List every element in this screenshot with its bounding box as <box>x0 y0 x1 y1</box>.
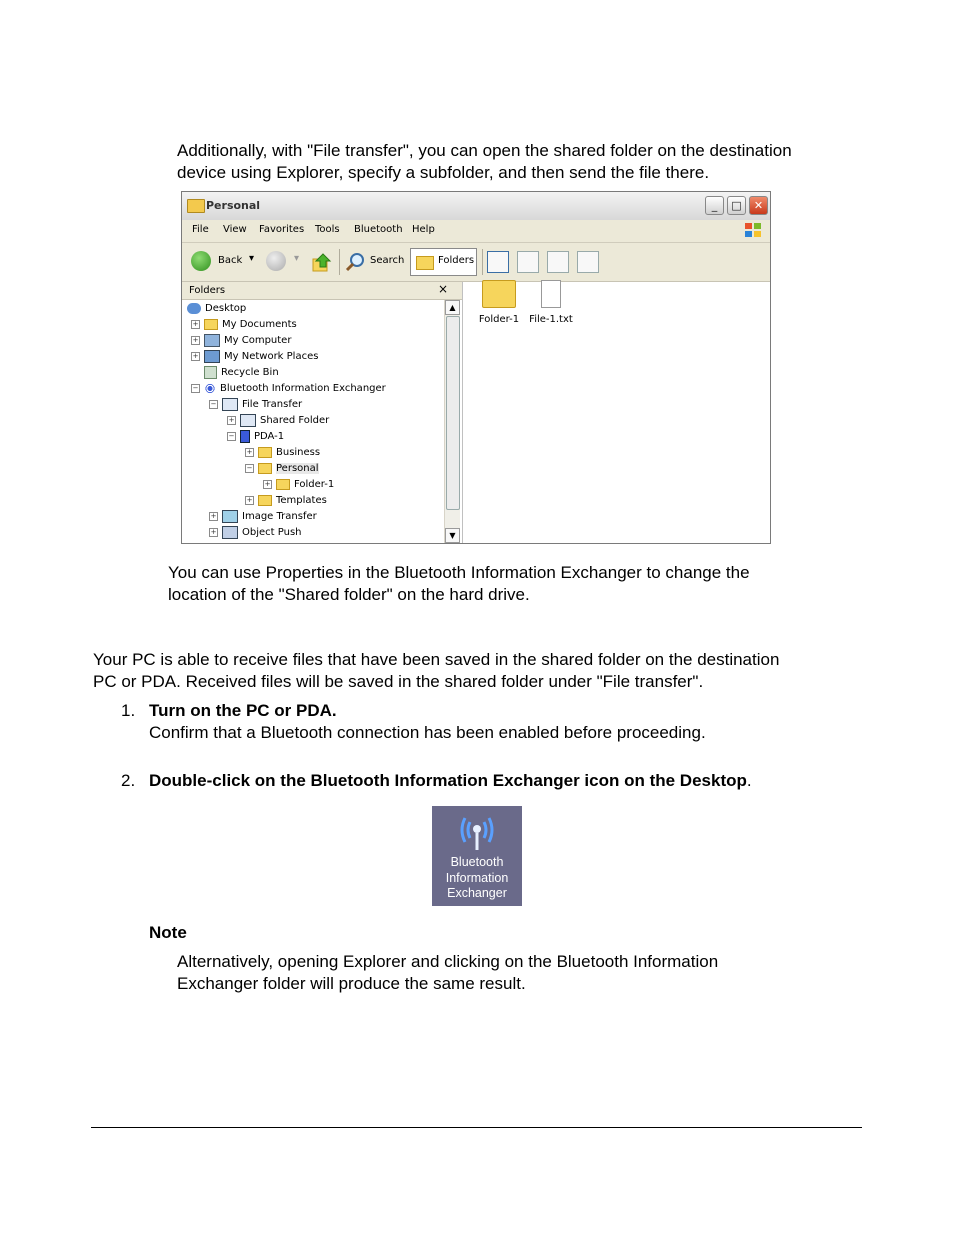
back-button[interactable]: Back <box>218 255 243 266</box>
menu-tools[interactable]: Tools <box>315 224 340 235</box>
desktop-icon-label <box>432 855 522 902</box>
folder-icon <box>258 495 272 506</box>
menu-file[interactable]: File <box>192 224 209 235</box>
folder-icon <box>482 280 516 308</box>
title-bar[interactable] <box>182 192 770 221</box>
properties-note-line-1: You can use Properties in the Bluetooth Information Exchanger to change the <box>168 563 750 582</box>
step-2-title-suffix: . <box>746 771 752 790</box>
text-file-icon <box>541 280 561 308</box>
tree-item-pda-1[interactable] <box>227 429 284 444</box>
tree-item-label: Recycle Bin <box>221 367 279 378</box>
tree-item-recycle-bin[interactable] <box>204 365 279 380</box>
step-1-number: 1. <box>121 701 136 720</box>
tree-item-label: Templates <box>276 495 327 506</box>
intro-text-line-2: device using Explorer, specify a subfolder, and then send the file there. <box>177 163 710 182</box>
file-transfer-icon <box>222 398 238 411</box>
folders-pane <box>182 282 463 543</box>
folders-scrollbar[interactable] <box>444 300 460 543</box>
toolbar-separator <box>482 249 483 275</box>
bluetooth-information-exchanger-desktop-icon[interactable] <box>432 806 522 906</box>
network-icon <box>204 350 220 363</box>
list-view-icon[interactable] <box>577 251 599 273</box>
tree-item-label: Personal <box>276 463 319 474</box>
tree-item-my-computer[interactable] <box>191 333 291 348</box>
tree-item-label: Desktop <box>205 303 247 314</box>
window-title: Personal <box>206 199 261 212</box>
intro-text-line-1: Additionally, with "File transfer", you can open the shared folder on the destination <box>177 141 792 160</box>
file-item-folder-1[interactable] <box>469 280 529 325</box>
menu-bluetooth[interactable]: Bluetooth <box>354 224 403 235</box>
step-2-number: 2. <box>121 771 136 790</box>
folder-icon <box>187 199 205 213</box>
object-push-icon <box>222 526 238 539</box>
desktop-icon <box>187 303 201 314</box>
tree-item-label: My Documents <box>222 319 297 330</box>
tree-item-my-network-places[interactable] <box>191 349 318 364</box>
expand-icon[interactable]: + <box>228 415 235 424</box>
scroll-up-button[interactable]: ▲ <box>445 300 460 315</box>
expand-icon[interactable]: + <box>192 319 199 328</box>
folders-pane-close-button[interactable]: × <box>437 282 448 296</box>
file-item-file-1-txt[interactable] <box>521 280 581 325</box>
tree-item-bluetooth-information-exchanger[interactable] <box>191 381 386 396</box>
tree-item-label: Business <box>276 447 321 458</box>
tree-item-shared-folder[interactable] <box>227 413 329 428</box>
tree-item-folder-1[interactable] <box>263 477 334 492</box>
image-transfer-icon <box>222 510 238 523</box>
desktop-icon-label-line-3: Exchanger <box>447 886 507 900</box>
tree-item-desktop[interactable] <box>187 301 246 316</box>
expand-icon[interactable]: + <box>192 335 199 344</box>
tree-item-business[interactable] <box>245 445 320 460</box>
tree-item-personal[interactable] <box>245 461 319 476</box>
tree-item-label: My Computer <box>224 335 292 346</box>
open-folder-icon <box>258 463 272 474</box>
folders-pane-header <box>182 282 462 300</box>
note-heading: Note <box>149 923 187 942</box>
back-dropdown-icon[interactable]: ▾ <box>249 253 255 264</box>
tree-item-label: PDA-1 <box>254 431 285 442</box>
menu-help[interactable]: Help <box>412 224 435 235</box>
step-2-title-text: Double-click on the Bluetooth Information Exchanger icon on the Desktop <box>149 771 747 790</box>
folders-icon <box>416 256 434 270</box>
tree-item-label: Bluetooth Information Exchanger <box>220 383 386 394</box>
bluetooth-antenna-icon <box>457 812 497 852</box>
tree-item-label: Image Transfer <box>242 511 317 522</box>
expand-icon[interactable]: + <box>246 495 253 504</box>
expand-icon[interactable]: + <box>210 527 217 536</box>
scroll-thumb[interactable] <box>446 316 460 510</box>
pda-icon <box>240 430 250 443</box>
file-item-label: Folder-1 <box>478 314 520 325</box>
tree-item-my-documents[interactable] <box>191 317 297 332</box>
expand-icon[interactable]: + <box>246 447 253 456</box>
tree-item-label: File Transfer <box>242 399 303 410</box>
step-2-title <box>149 770 752 792</box>
forward-arrow-icon[interactable] <box>266 251 286 271</box>
desktop-icon-label-line-2: Information <box>445 870 509 885</box>
up-folder-icon[interactable] <box>311 251 333 273</box>
expand-icon[interactable]: + <box>192 351 199 360</box>
folder-icon <box>276 479 290 490</box>
search-icon[interactable] <box>344 251 366 273</box>
tiles-view-icon[interactable] <box>517 251 539 273</box>
icons-view-icon[interactable] <box>547 251 569 273</box>
tree-item-file-transfer[interactable] <box>209 397 302 412</box>
menu-view[interactable]: View <box>223 224 247 235</box>
collapse-icon[interactable]: − <box>192 383 199 392</box>
my-documents-icon <box>204 319 218 330</box>
receive-text-line-1: Your PC is able to receive files that have been saved in the shared folder on the destination <box>93 650 780 669</box>
file-item-label: File-1.txt <box>529 314 573 325</box>
tree-item-label: Object Push <box>242 527 302 538</box>
receive-text-line-2: PC or PDA. Received files will be saved in the shared folder under "File transfer". <box>93 672 704 691</box>
maximize-button[interactable]: □ <box>727 196 746 215</box>
expand-icon[interactable]: + <box>264 479 271 488</box>
toolbar-separator <box>339 249 340 275</box>
tree-item-image-transfer[interactable] <box>209 509 317 524</box>
minimize-button[interactable]: _ <box>705 196 724 215</box>
tree-item-label: Shared Folder <box>260 415 330 426</box>
note-line-1: Alternatively, opening Explorer and clicking on the Bluetooth Information <box>177 952 719 971</box>
expand-icon[interactable]: + <box>210 511 217 520</box>
menu-bar <box>182 220 770 243</box>
recycle-bin-icon <box>204 366 217 379</box>
forward-dropdown-icon[interactable]: ▾ <box>294 253 300 264</box>
collapse-icon[interactable]: − <box>210 399 217 408</box>
tree-item-object-push[interactable] <box>209 525 302 540</box>
windows-logo-icon <box>744 222 762 238</box>
step-1-body: Confirm that a Bluetooth connection has been enabled before proceeding. <box>149 723 706 742</box>
folder-icon <box>258 447 272 458</box>
search-button[interactable]: Search <box>370 255 405 266</box>
back-arrow-icon[interactable] <box>191 251 211 271</box>
tree-item-label: My Network Places <box>224 351 319 362</box>
shared-folder-icon <box>240 414 256 427</box>
explorer-window <box>181 191 771 544</box>
bluetooth-icon <box>204 383 216 394</box>
thumbnails-view-icon[interactable] <box>487 251 509 273</box>
tree-item-templates[interactable] <box>245 493 327 508</box>
folders-button[interactable]: Folders <box>438 255 475 266</box>
collapse-icon[interactable]: − <box>228 431 235 440</box>
collapse-icon[interactable]: − <box>246 463 253 472</box>
tree-item-label: Folder-1 <box>294 479 335 490</box>
note-line-2: Exchanger folder will produce the same result. <box>177 974 526 993</box>
scroll-down-button[interactable]: ▼ <box>445 528 460 543</box>
step-1-title: Turn on the PC or PDA. <box>149 701 337 720</box>
folders-pane-title: Folders <box>189 285 226 296</box>
toolbar <box>182 243 770 282</box>
footer-rule <box>91 1127 862 1128</box>
menu-favorites[interactable]: Favorites <box>259 224 305 235</box>
close-button[interactable]: ✕ <box>749 196 768 215</box>
properties-note-line-2: location of the "Shared folder" on the hard drive. <box>168 585 530 604</box>
content-pane <box>463 282 770 543</box>
computer-icon <box>204 334 220 347</box>
desktop-icon-label-line-1: Bluetooth <box>450 855 504 869</box>
